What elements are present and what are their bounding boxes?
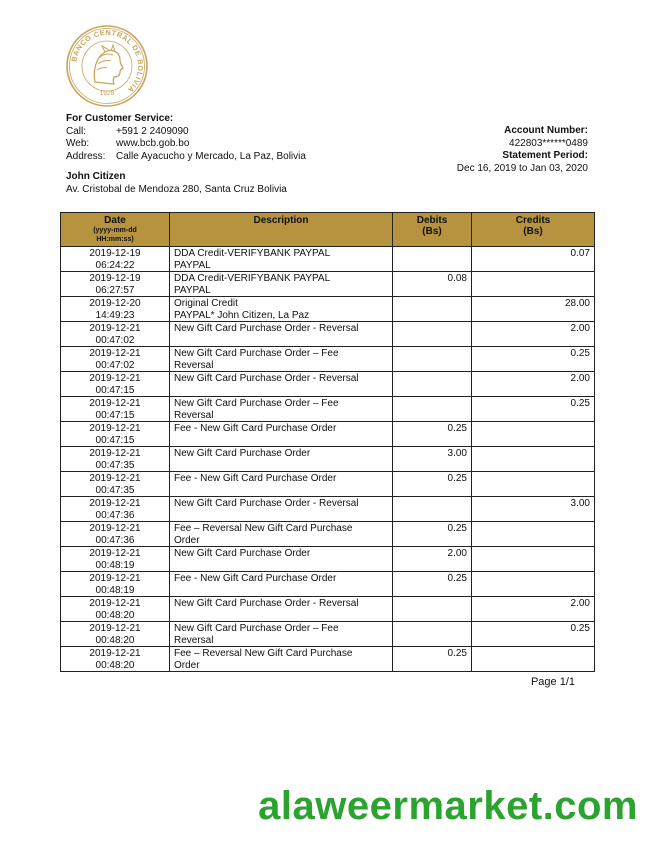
credit-cell: 3.00 [472, 497, 595, 522]
description-cell [170, 247, 393, 272]
table-row [61, 272, 595, 297]
description-cell [170, 297, 393, 322]
account-holder-block [66, 171, 287, 196]
table-row [61, 472, 595, 497]
watermark-text: alaweermarket.com [258, 784, 638, 828]
date-column-header [61, 213, 170, 247]
table-row [61, 647, 595, 672]
debits-column-header [393, 213, 472, 247]
credit-cell: 28.00 [472, 297, 595, 322]
date-cell [61, 522, 170, 547]
transaction-time: 00:47:36 [95, 534, 135, 546]
date-cell [61, 372, 170, 397]
transaction-date: 2019-12-20 [89, 298, 141, 309]
debit-cell [393, 597, 472, 622]
description-cell [170, 547, 393, 572]
debit-cell [393, 397, 472, 422]
transaction-time: 00:47:02 [95, 359, 135, 371]
transaction-time: 00:48:20 [95, 609, 135, 621]
table-row [61, 297, 595, 322]
transaction-date: 2019-12-21 [89, 448, 141, 459]
description-line-2: Reversal [174, 409, 214, 421]
description-line-2: PAYPAL* John Citizen, La Paz [174, 309, 310, 321]
credit-cell: 0.25 [472, 622, 595, 647]
table-row [61, 572, 595, 597]
description-cell [170, 322, 393, 347]
credit-cell [472, 572, 595, 597]
transaction-time: 06:27:57 [95, 284, 135, 296]
debit-cell: 0.25 [393, 422, 472, 447]
table-row [61, 597, 595, 622]
customer-service-title: For Customer Service: [66, 113, 174, 124]
date-cell [61, 397, 170, 422]
description-line-1: Fee - New Gift Card Purchase Order [174, 423, 337, 434]
date-format-line-2: HH:mm:ss) [96, 236, 134, 243]
debits-unit-label: (Bs) [422, 226, 442, 237]
date-format-line-1: (yyyy-mm-dd [93, 227, 137, 234]
debit-cell [393, 247, 472, 272]
date-cell [61, 247, 170, 272]
description-line-2: Reversal [174, 634, 214, 646]
credit-cell: 0.25 [472, 397, 595, 422]
credits-column-header [472, 213, 595, 247]
transaction-time: 00:47:35 [95, 459, 135, 471]
debits-header-label: Debits [416, 215, 448, 226]
table-row [61, 522, 595, 547]
call-row [66, 126, 306, 139]
description-cell [170, 497, 393, 522]
web-label: Web: [66, 138, 90, 149]
description-line-1: DDA Credit-VERIFYBANK PAYPAL [174, 273, 331, 284]
transaction-time: 14:49:23 [95, 309, 135, 321]
date-cell [61, 622, 170, 647]
description-cell [170, 372, 393, 397]
holder-address: Av. Cristobal de Mendoza 280, Santa Cruz Bolivia [66, 183, 287, 195]
description-cell [170, 272, 393, 297]
credit-cell: 0.07 [472, 247, 595, 272]
description-line-1: New Gift Card Purchase Order - Reversal [174, 373, 359, 384]
transaction-time: 00:48:20 [95, 634, 135, 646]
description-line-1: New Gift Card Purchase Order – Fee [174, 623, 339, 634]
description-line-1: New Gift Card Purchase Order – Fee [174, 398, 339, 409]
transaction-time: 00:48:20 [95, 659, 135, 671]
description-line-1: New Gift Card Purchase Order - Reversal [174, 498, 359, 509]
table-row [61, 372, 595, 397]
credit-cell [472, 447, 595, 472]
call-number: +591 2 2409090 [116, 125, 189, 137]
description-cell [170, 447, 393, 472]
date-cell [61, 572, 170, 597]
date-cell [61, 322, 170, 347]
credit-cell [472, 647, 595, 672]
date-cell [61, 447, 170, 472]
description-cell [170, 572, 393, 597]
statement-period-label: Statement Period: [502, 150, 588, 161]
transaction-time: 00:47:35 [95, 484, 135, 496]
description-line-1: Fee – Reversal New Gift Card Purchase [174, 648, 353, 659]
transaction-date: 2019-12-21 [89, 623, 141, 634]
credit-cell: 0.25 [472, 347, 595, 372]
debit-cell: 0.25 [393, 472, 472, 497]
debit-cell: 2.00 [393, 547, 472, 572]
transaction-date: 2019-12-21 [89, 598, 141, 609]
transaction-time: 00:48:19 [95, 559, 135, 571]
transaction-time: 00:47:15 [95, 409, 135, 421]
transaction-date: 2019-12-21 [89, 548, 141, 559]
web-row [66, 138, 306, 151]
description-cell [170, 422, 393, 447]
credits-header-label: Credits [515, 215, 551, 226]
table-row [61, 397, 595, 422]
transaction-date: 2019-12-19 [89, 248, 141, 259]
debit-cell: 0.08 [393, 272, 472, 297]
date-header-label: Date [104, 215, 126, 226]
description-line-1: New Gift Card Purchase Order - Reversal [174, 323, 359, 334]
debit-cell: 3.00 [393, 447, 472, 472]
transaction-date: 2019-12-21 [89, 323, 141, 334]
table-row [61, 422, 595, 447]
credit-cell: 2.00 [472, 372, 595, 397]
transactions-table [60, 212, 595, 672]
description-line-1: Fee - New Gift Card Purchase Order [174, 473, 337, 484]
description-line-2: Order [174, 534, 200, 546]
description-column-header [170, 213, 393, 247]
date-cell [61, 547, 170, 572]
transaction-date: 2019-12-21 [89, 523, 141, 534]
credit-cell [472, 472, 595, 497]
svg-text:1928: 1928 [99, 90, 115, 97]
debit-cell: 0.25 [393, 572, 472, 597]
description-header-label: Description [253, 215, 309, 226]
holder-name: John Citizen [66, 171, 126, 182]
transaction-time: 00:48:19 [95, 584, 135, 596]
transaction-date: 2019-12-21 [89, 423, 141, 434]
debit-cell: 0.25 [393, 522, 472, 547]
description-line-2: Order [174, 659, 200, 671]
debit-cell [393, 347, 472, 372]
svg-text:BANCO CENTRAL DE BOLIVIA: BANCO CENTRAL DE BOLIVIA [69, 27, 146, 95]
credit-cell: 2.00 [472, 322, 595, 347]
transaction-time: 00:47:15 [95, 434, 135, 446]
transaction-date: 2019-12-21 [89, 373, 141, 384]
account-info-block [457, 125, 588, 175]
date-cell [61, 497, 170, 522]
credit-cell [472, 547, 595, 572]
description-cell [170, 647, 393, 672]
description-cell [170, 397, 393, 422]
date-cell [61, 597, 170, 622]
description-cell [170, 472, 393, 497]
transaction-date: 2019-12-19 [89, 273, 141, 284]
table-row [61, 322, 595, 347]
seal-icon [65, 24, 149, 108]
debit-cell [393, 297, 472, 322]
debit-cell [393, 622, 472, 647]
address-label: Address: [66, 150, 106, 162]
description-line-1: New Gift Card Purchase Order - Reversal [174, 598, 359, 609]
description-cell [170, 597, 393, 622]
description-line-1: New Gift Card Purchase Order [174, 448, 311, 459]
transaction-date: 2019-12-21 [89, 398, 141, 409]
customer-service-block [66, 113, 306, 163]
description-line-2: Reversal [174, 359, 214, 371]
description-cell [170, 347, 393, 372]
account-number-label: Account Number: [504, 125, 588, 136]
date-cell [61, 472, 170, 497]
transaction-time: 00:47:36 [95, 509, 135, 521]
description-line-1: Original Credit [174, 298, 238, 309]
debit-cell [393, 372, 472, 397]
bank-address: Calle Ayacucho y Mercado, La Paz, Bolivia [116, 150, 306, 162]
transaction-time: 00:47:15 [95, 384, 135, 396]
call-label: Call: [66, 125, 87, 137]
description-line-2: PAYPAL [174, 259, 211, 271]
web-address: www.bcb.gob.bo [116, 138, 190, 149]
address-row [66, 151, 306, 164]
table-row [61, 347, 595, 372]
table-row [61, 547, 595, 572]
date-cell [61, 347, 170, 372]
table-row [61, 497, 595, 522]
transaction-date: 2019-12-21 [89, 473, 141, 484]
date-cell [61, 422, 170, 447]
description-line-1: DDA Credit-VERIFYBANK PAYPAL [174, 248, 331, 259]
description-cell [170, 522, 393, 547]
table-row [61, 622, 595, 647]
account-number: 422803******0489 [509, 137, 588, 149]
credit-cell [472, 272, 595, 297]
description-line-1: New Gift Card Purchase Order [174, 548, 311, 559]
table-header-row [61, 213, 595, 247]
transaction-date: 2019-12-21 [89, 648, 141, 659]
statement-period: Dec 16, 2019 to Jan 03, 2020 [456, 162, 588, 174]
credits-unit-label: (Bs) [523, 226, 543, 237]
date-cell [61, 297, 170, 322]
date-cell [61, 272, 170, 297]
debit-cell [393, 322, 472, 347]
description-line-1: Fee – Reversal New Gift Card Purchase [174, 523, 353, 534]
description-line-2: PAYPAL [174, 284, 211, 296]
description-line-1: Fee - New Gift Card Purchase Order [174, 573, 337, 584]
table-row [61, 247, 595, 272]
date-cell [61, 647, 170, 672]
transactions-body [61, 247, 595, 672]
transaction-date: 2019-12-21 [89, 573, 141, 584]
description-line-1: New Gift Card Purchase Order – Fee [174, 348, 339, 359]
transaction-time: 06:24:22 [95, 259, 135, 271]
credit-cell: 2.00 [472, 597, 595, 622]
table-row [61, 447, 595, 472]
debit-cell: 0.25 [393, 647, 472, 672]
debit-cell [393, 497, 472, 522]
transaction-date: 2019-12-21 [89, 348, 141, 359]
credit-cell [472, 422, 595, 447]
page-number: Page 1/1 [530, 676, 575, 688]
description-cell [170, 622, 393, 647]
central-bank-seal-logo [65, 24, 149, 108]
credit-cell [472, 522, 595, 547]
transaction-date: 2019-12-21 [89, 498, 141, 509]
transaction-time: 00:47:02 [95, 334, 135, 346]
